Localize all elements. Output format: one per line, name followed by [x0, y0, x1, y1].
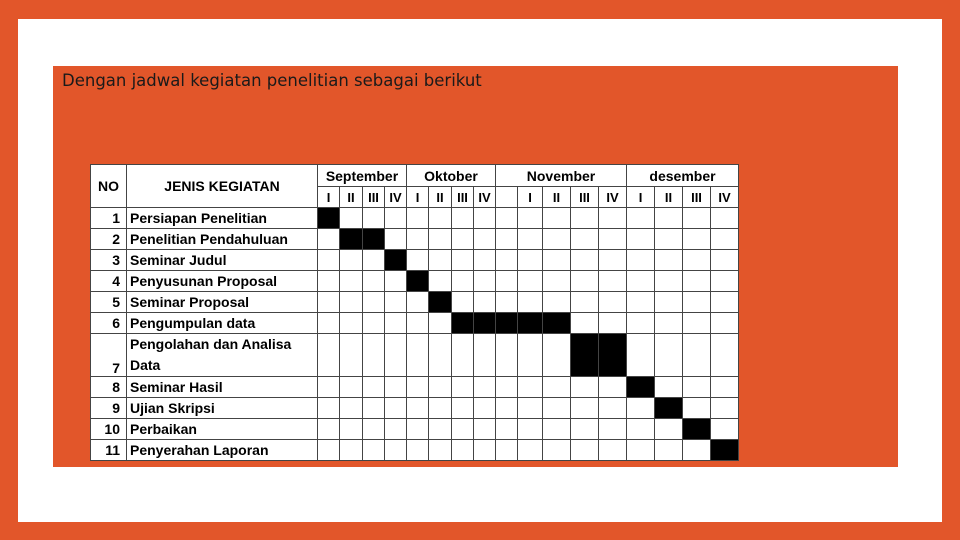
schedule-cell: [496, 440, 518, 461]
week-header-cell: IV: [711, 187, 739, 208]
schedule-cell: [543, 208, 571, 229]
activity-name: Penelitian Pendahuluan: [127, 229, 318, 250]
schedule-cell: [429, 419, 452, 440]
activity-name: Pengumpulan data: [127, 313, 318, 334]
schedule-cell: [627, 250, 655, 271]
table-row: [91, 313, 739, 334]
schedule-cell: [627, 229, 655, 250]
schedule-cell-filled: [385, 250, 407, 271]
schedule-cell: [318, 419, 340, 440]
schedule-cell: [571, 398, 599, 419]
header-month-desember: desember: [627, 165, 739, 187]
schedule-cell: [543, 271, 571, 292]
schedule-cell: [496, 271, 518, 292]
schedule-cell: [571, 292, 599, 313]
schedule-cell: [599, 419, 627, 440]
schedule-cell: [385, 229, 407, 250]
schedule-cell: [429, 377, 452, 398]
schedule-cell: [543, 229, 571, 250]
table-row: [91, 250, 739, 271]
schedule-cell: [543, 398, 571, 419]
schedule-cell: [683, 334, 711, 377]
week-header-blank: [496, 187, 518, 208]
schedule-cell-filled: [474, 313, 496, 334]
schedule-cell: [385, 271, 407, 292]
week-header-cell: III: [683, 187, 711, 208]
schedule-cell: [318, 250, 340, 271]
schedule-cell: [363, 208, 385, 229]
schedule-cell: [452, 208, 474, 229]
week-header-cell: I: [518, 187, 543, 208]
table-row: [91, 440, 739, 461]
schedule-cell: [407, 419, 429, 440]
schedule-cell: [711, 292, 739, 313]
table-row: [91, 377, 739, 398]
schedule-cell: [518, 250, 543, 271]
schedule-cell: [340, 313, 363, 334]
schedule-cell: [571, 419, 599, 440]
slide-title: Dengan jadwal kegiatan penelitian sebagai berikut: [62, 71, 482, 90]
header-month-oktober: Oktober: [407, 165, 496, 187]
schedule-cell: [340, 440, 363, 461]
week-header-cell: I: [318, 187, 340, 208]
schedule-cell: [655, 334, 683, 377]
schedule-cell: [363, 313, 385, 334]
table-row: [91, 334, 739, 377]
schedule-cell: [571, 271, 599, 292]
header-month-november: November: [496, 165, 627, 187]
schedule-cell: [429, 250, 452, 271]
activity-name: Perbaikan: [127, 419, 318, 440]
row-number: 6: [91, 313, 127, 334]
activity-name: Ujian Skripsi: [127, 398, 318, 419]
schedule-cell: [711, 313, 739, 334]
week-header-cell: IV: [599, 187, 627, 208]
schedule-cell: [683, 250, 711, 271]
week-header-cell: II: [429, 187, 452, 208]
schedule-table: [90, 164, 739, 461]
row-number: 3: [91, 250, 127, 271]
schedule-cell: [571, 208, 599, 229]
row-number: 4: [91, 271, 127, 292]
schedule-cell: [340, 208, 363, 229]
schedule-cell: [496, 334, 518, 377]
schedule-cell: [496, 250, 518, 271]
schedule-cell: [518, 292, 543, 313]
schedule-cell: [407, 334, 429, 377]
activity-name: Seminar Proposal: [127, 292, 318, 313]
schedule-cell: [711, 398, 739, 419]
table-row: [91, 419, 739, 440]
schedule-cell: [518, 419, 543, 440]
schedule-cell: [571, 229, 599, 250]
activity-name: Seminar Hasil: [127, 377, 318, 398]
activity-name: Pengolahan dan Analisa Data: [127, 334, 318, 377]
schedule-cell-filled: [627, 377, 655, 398]
schedule-cell: [655, 250, 683, 271]
schedule-cell: [385, 292, 407, 313]
schedule-cell: [543, 440, 571, 461]
schedule-cell: [683, 292, 711, 313]
schedule-cell: [452, 250, 474, 271]
schedule-cell: [318, 229, 340, 250]
schedule-cell: [340, 292, 363, 313]
schedule-cell: [655, 419, 683, 440]
schedule-cell: [474, 440, 496, 461]
schedule-cell: [340, 250, 363, 271]
schedule-cell: [385, 334, 407, 377]
schedule-cell: [452, 377, 474, 398]
schedule-cell: [496, 208, 518, 229]
schedule-cell: [627, 271, 655, 292]
schedule-cell-filled: [599, 334, 627, 377]
schedule-cell: [496, 398, 518, 419]
schedule-cell: [655, 229, 683, 250]
week-header-cell: I: [627, 187, 655, 208]
row-number: 1: [91, 208, 127, 229]
schedule-cell: [385, 419, 407, 440]
header-activity: JENIS KEGIATAN: [127, 165, 318, 208]
schedule-cell-filled: [711, 440, 739, 461]
schedule-cell: [385, 398, 407, 419]
schedule-cell: [627, 440, 655, 461]
schedule-cell: [655, 440, 683, 461]
row-number: 2: [91, 229, 127, 250]
activity-name: Penyerahan Laporan: [127, 440, 318, 461]
schedule-cell: [407, 292, 429, 313]
schedule-cell: [496, 229, 518, 250]
schedule-cell: [711, 377, 739, 398]
schedule-cell: [711, 419, 739, 440]
schedule-cell-filled: [318, 208, 340, 229]
schedule-cell: [318, 313, 340, 334]
schedule-cell: [711, 208, 739, 229]
schedule-cell: [474, 292, 496, 313]
row-number: 10: [91, 419, 127, 440]
schedule-cell: [474, 250, 496, 271]
schedule-cell: [655, 292, 683, 313]
schedule-cell: [452, 398, 474, 419]
schedule-cell: [599, 208, 627, 229]
schedule-cell: [429, 440, 452, 461]
schedule-cell: [318, 398, 340, 419]
schedule-cell: [627, 313, 655, 334]
schedule-cell: [407, 229, 429, 250]
schedule-cell-filled: [407, 271, 429, 292]
schedule-cell-filled: [571, 334, 599, 377]
schedule-cell-filled: [452, 313, 474, 334]
schedule-table-container: [90, 164, 739, 461]
schedule-cell: [474, 208, 496, 229]
table-row: [91, 398, 739, 419]
schedule-cell: [543, 377, 571, 398]
schedule-cell: [474, 377, 496, 398]
week-header-cell: I: [407, 187, 429, 208]
schedule-cell: [711, 334, 739, 377]
activity-name: Penyusunan Proposal: [127, 271, 318, 292]
schedule-cell: [318, 292, 340, 313]
schedule-cell: [363, 250, 385, 271]
schedule-cell: [627, 208, 655, 229]
schedule-cell: [385, 208, 407, 229]
schedule-cell: [543, 292, 571, 313]
schedule-cell: [340, 398, 363, 419]
schedule-cell: [711, 271, 739, 292]
schedule-cell: [385, 440, 407, 461]
schedule-cell: [429, 313, 452, 334]
table-row: [91, 208, 739, 229]
schedule-cell: [363, 419, 385, 440]
schedule-cell: [363, 398, 385, 419]
activity-name: Seminar Judul: [127, 250, 318, 271]
schedule-cell: [318, 334, 340, 377]
schedule-cell: [571, 313, 599, 334]
schedule-cell: [452, 419, 474, 440]
schedule-cell: [518, 208, 543, 229]
schedule-cell: [474, 334, 496, 377]
schedule-cell: [543, 419, 571, 440]
schedule-cell: [496, 292, 518, 313]
schedule-cell: [318, 440, 340, 461]
schedule-cell: [711, 229, 739, 250]
week-header-cell: II: [340, 187, 363, 208]
schedule-cell: [655, 313, 683, 334]
row-number: 11: [91, 440, 127, 461]
schedule-cell-filled: [429, 292, 452, 313]
schedule-cell: [407, 208, 429, 229]
header-month-september: September: [318, 165, 407, 187]
schedule-cell: [340, 271, 363, 292]
schedule-cell: [474, 398, 496, 419]
schedule-cell: [655, 271, 683, 292]
schedule-cell: [452, 292, 474, 313]
schedule-cell: [571, 440, 599, 461]
schedule-cell: [543, 250, 571, 271]
schedule-cell: [340, 419, 363, 440]
week-header-cell: II: [543, 187, 571, 208]
table-row: [91, 271, 739, 292]
schedule-cell: [474, 419, 496, 440]
schedule-cell: [452, 229, 474, 250]
schedule-cell: [683, 271, 711, 292]
schedule-cell: [429, 271, 452, 292]
schedule-cell: [474, 271, 496, 292]
schedule-cell-filled: [518, 313, 543, 334]
row-number: 9: [91, 398, 127, 419]
schedule-cell: [340, 334, 363, 377]
schedule-cell: [683, 398, 711, 419]
schedule-cell: [318, 377, 340, 398]
schedule-cell: [363, 377, 385, 398]
schedule-cell: [340, 377, 363, 398]
schedule-cell: [518, 377, 543, 398]
week-header-cell: IV: [385, 187, 407, 208]
schedule-cell-filled: [340, 229, 363, 250]
schedule-cell-filled: [683, 419, 711, 440]
schedule-cell: [363, 440, 385, 461]
schedule-cell: [407, 250, 429, 271]
schedule-cell: [452, 271, 474, 292]
schedule-cell: [452, 334, 474, 377]
schedule-cell: [571, 250, 599, 271]
row-number: 5: [91, 292, 127, 313]
schedule-cell: [452, 440, 474, 461]
row-number: 7: [91, 334, 127, 377]
schedule-cell: [599, 292, 627, 313]
schedule-cell: [599, 440, 627, 461]
schedule-cell: [407, 440, 429, 461]
schedule-cell: [627, 398, 655, 419]
schedule-cell: [518, 229, 543, 250]
schedule-cell: [599, 271, 627, 292]
schedule-cell: [318, 271, 340, 292]
schedule-cell: [599, 229, 627, 250]
schedule-cell: [363, 292, 385, 313]
schedule-cell: [627, 334, 655, 377]
week-header-cell: IV: [474, 187, 496, 208]
schedule-cell: [518, 271, 543, 292]
schedule-cell: [407, 398, 429, 419]
week-header-cell: III: [363, 187, 385, 208]
schedule-cell: [429, 229, 452, 250]
schedule-cell: [543, 334, 571, 377]
schedule-cell: [599, 377, 627, 398]
schedule-cell: [429, 334, 452, 377]
schedule-cell: [385, 377, 407, 398]
schedule-cell: [683, 229, 711, 250]
schedule-cell: [429, 398, 452, 419]
schedule-cell: [407, 313, 429, 334]
schedule-cell-filled: [655, 398, 683, 419]
schedule-cell: [683, 208, 711, 229]
schedule-cell: [518, 334, 543, 377]
schedule-cell: [363, 334, 385, 377]
schedule-cell: [407, 377, 429, 398]
schedule-cell-filled: [363, 229, 385, 250]
row-number: 8: [91, 377, 127, 398]
schedule-cell: [655, 208, 683, 229]
schedule-cell: [683, 313, 711, 334]
table-row: [91, 292, 739, 313]
schedule-cell: [711, 250, 739, 271]
schedule-cell: [496, 377, 518, 398]
schedule-cell: [518, 398, 543, 419]
schedule-cell: [363, 271, 385, 292]
schedule-cell-filled: [496, 313, 518, 334]
table-row: [91, 229, 739, 250]
week-header-cell: III: [452, 187, 474, 208]
schedule-cell: [385, 313, 407, 334]
schedule-cell-filled: [543, 313, 571, 334]
schedule-cell: [599, 313, 627, 334]
schedule-cell: [518, 440, 543, 461]
schedule-cell: [496, 419, 518, 440]
week-header-cell: II: [655, 187, 683, 208]
activity-name: Persiapan Penelitian: [127, 208, 318, 229]
schedule-cell: [571, 377, 599, 398]
schedule-cell: [683, 377, 711, 398]
schedule-cell: [627, 292, 655, 313]
schedule-cell: [655, 377, 683, 398]
week-header-cell: III: [571, 187, 599, 208]
schedule-cell: [474, 229, 496, 250]
schedule-cell: [627, 419, 655, 440]
schedule-cell: [683, 440, 711, 461]
header-no: NO: [91, 165, 127, 208]
schedule-cell: [599, 250, 627, 271]
schedule-cell: [429, 208, 452, 229]
schedule-cell: [599, 398, 627, 419]
